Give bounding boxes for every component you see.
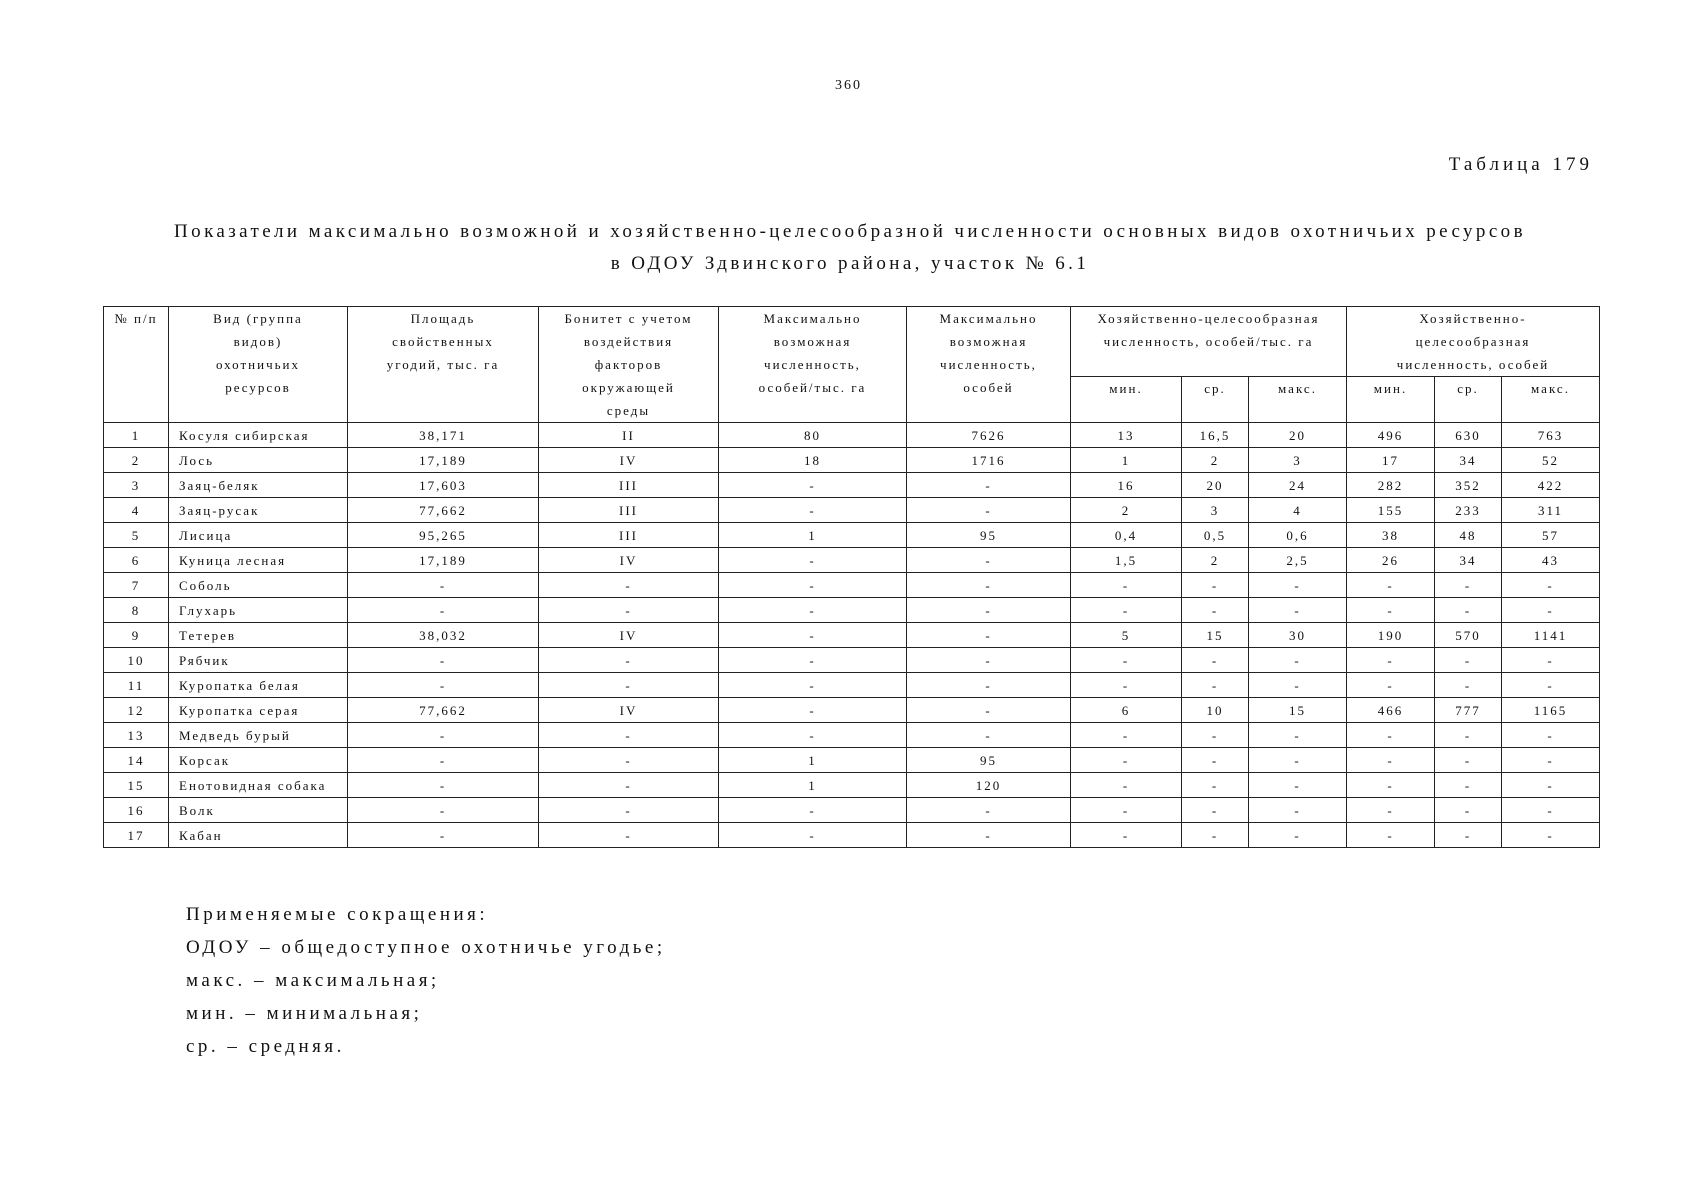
- eco-density-avg: -: [1182, 823, 1249, 848]
- eco-count-avg: -: [1435, 573, 1502, 598]
- eco-count-max: 52: [1502, 448, 1600, 473]
- eco-count-min: 155: [1347, 498, 1435, 523]
- species-table: [103, 306, 1600, 848]
- max-count: -: [907, 698, 1071, 723]
- abbreviations-title: Применяемые сокращения:: [186, 904, 489, 925]
- species-name: Куница лесная: [169, 548, 348, 573]
- row-number: 1: [104, 423, 169, 448]
- table-row: [104, 773, 1600, 798]
- eco-count-avg: 777: [1435, 698, 1502, 723]
- table-caption: Таблица 179: [1448, 154, 1593, 175]
- max-count: -: [907, 823, 1071, 848]
- eco-count-max: 1165: [1502, 698, 1600, 723]
- bonitet: IV: [539, 698, 719, 723]
- page-number: 360: [835, 78, 862, 93]
- eco-count-avg: 34: [1435, 448, 1502, 473]
- eco-count-avg: -: [1435, 748, 1502, 773]
- eco-density-max: -: [1249, 823, 1347, 848]
- row-number: 4: [104, 498, 169, 523]
- eco-density-min: 13: [1071, 423, 1182, 448]
- table-row: [104, 448, 1600, 473]
- header-eco-count-max: макс.: [1502, 377, 1600, 423]
- eco-count-avg: 48: [1435, 523, 1502, 548]
- area: 95,265: [348, 523, 539, 548]
- abbreviation-item: ОДОУ – общедоступное охотничье угодье;: [186, 937, 666, 958]
- eco-count-avg: -: [1435, 648, 1502, 673]
- eco-count-max: 43: [1502, 548, 1600, 573]
- eco-density-avg: 10: [1182, 698, 1249, 723]
- max-count: -: [907, 498, 1071, 523]
- eco-count-avg: -: [1435, 823, 1502, 848]
- row-number: 8: [104, 598, 169, 623]
- bonitet: -: [539, 773, 719, 798]
- row-number: 11: [104, 673, 169, 698]
- eco-count-max: -: [1502, 823, 1600, 848]
- eco-density-min: 16: [1071, 473, 1182, 498]
- eco-density-max: -: [1249, 598, 1347, 623]
- bonitet: -: [539, 598, 719, 623]
- header-bonitet: Бонитет с учетом воздействия факторов окружающей среды: [539, 307, 719, 423]
- eco-count-min: 190: [1347, 623, 1435, 648]
- max-count: 95: [907, 523, 1071, 548]
- max-density: -: [719, 798, 907, 823]
- eco-count-avg: 630: [1435, 423, 1502, 448]
- eco-density-max: 15: [1249, 698, 1347, 723]
- table-row: [104, 748, 1600, 773]
- eco-count-max: -: [1502, 723, 1600, 748]
- eco-count-min: -: [1347, 798, 1435, 823]
- area: 38,032: [348, 623, 539, 648]
- eco-count-max: 57: [1502, 523, 1600, 548]
- row-number: 5: [104, 523, 169, 548]
- max-density: -: [719, 673, 907, 698]
- eco-count-avg: 34: [1435, 548, 1502, 573]
- area: -: [348, 598, 539, 623]
- eco-density-min: 0,4: [1071, 523, 1182, 548]
- eco-density-avg: -: [1182, 598, 1249, 623]
- area: -: [348, 798, 539, 823]
- eco-count-max: -: [1502, 798, 1600, 823]
- eco-density-max: 30: [1249, 623, 1347, 648]
- max-density: -: [719, 823, 907, 848]
- table-row: [104, 598, 1600, 623]
- eco-count-min: -: [1347, 823, 1435, 848]
- max-density: 1: [719, 773, 907, 798]
- eco-density-min: -: [1071, 573, 1182, 598]
- area: 77,662: [348, 698, 539, 723]
- row-number: 14: [104, 748, 169, 773]
- table-row: [104, 523, 1600, 548]
- row-number: 15: [104, 773, 169, 798]
- eco-count-min: -: [1347, 673, 1435, 698]
- bonitet: -: [539, 573, 719, 598]
- species-name: Куропатка белая: [169, 673, 348, 698]
- bonitet: III: [539, 523, 719, 548]
- eco-count-min: -: [1347, 773, 1435, 798]
- abbreviation-item: макс. – максимальная;: [186, 970, 440, 991]
- area: 17,603: [348, 473, 539, 498]
- eco-density-avg: -: [1182, 773, 1249, 798]
- area: -: [348, 823, 539, 848]
- eco-density-avg: 2: [1182, 448, 1249, 473]
- eco-count-max: 1141: [1502, 623, 1600, 648]
- max-count: -: [907, 723, 1071, 748]
- heading-line-2: в ОДОУ Здвинского района, участок № 6.1: [610, 253, 1090, 274]
- eco-count-avg: -: [1435, 723, 1502, 748]
- eco-count-max: 422: [1502, 473, 1600, 498]
- eco-count-min: 26: [1347, 548, 1435, 573]
- header-eco-density-avg: ср.: [1182, 377, 1249, 423]
- eco-density-avg: 2: [1182, 548, 1249, 573]
- bonitet: -: [539, 723, 719, 748]
- eco-count-max: 763: [1502, 423, 1600, 448]
- max-count: 95: [907, 748, 1071, 773]
- max-count: -: [907, 548, 1071, 573]
- area: -: [348, 723, 539, 748]
- abbreviations: [186, 898, 666, 1063]
- eco-count-avg: 352: [1435, 473, 1502, 498]
- eco-count-min: 282: [1347, 473, 1435, 498]
- max-count: -: [907, 598, 1071, 623]
- table-row: [104, 723, 1600, 748]
- bonitet: IV: [539, 548, 719, 573]
- species-name: Кабан: [169, 823, 348, 848]
- eco-density-max: -: [1249, 798, 1347, 823]
- species-name: Лось: [169, 448, 348, 473]
- max-density: -: [719, 623, 907, 648]
- max-density: -: [719, 498, 907, 523]
- eco-density-min: -: [1071, 773, 1182, 798]
- row-number: 2: [104, 448, 169, 473]
- row-number: 16: [104, 798, 169, 823]
- area: 17,189: [348, 448, 539, 473]
- max-count: 120: [907, 773, 1071, 798]
- eco-density-avg: -: [1182, 673, 1249, 698]
- area: -: [348, 648, 539, 673]
- eco-density-avg: -: [1182, 648, 1249, 673]
- eco-density-min: -: [1071, 673, 1182, 698]
- eco-density-min: 5: [1071, 623, 1182, 648]
- table-row: [104, 548, 1600, 573]
- eco-count-max: -: [1502, 598, 1600, 623]
- eco-density-max: 4: [1249, 498, 1347, 523]
- eco-density-avg: 3: [1182, 498, 1249, 523]
- bonitet: -: [539, 823, 719, 848]
- eco-density-min: -: [1071, 723, 1182, 748]
- row-number: 13: [104, 723, 169, 748]
- eco-density-min: -: [1071, 823, 1182, 848]
- max-density: 1: [719, 523, 907, 548]
- eco-count-avg: 233: [1435, 498, 1502, 523]
- species-name: Косуля сибирская: [169, 423, 348, 448]
- bonitet: III: [539, 473, 719, 498]
- area: -: [348, 748, 539, 773]
- table-row: [104, 573, 1600, 598]
- eco-count-min: -: [1347, 723, 1435, 748]
- eco-count-min: 496: [1347, 423, 1435, 448]
- area: 77,662: [348, 498, 539, 523]
- area: -: [348, 773, 539, 798]
- eco-density-min: 1,5: [1071, 548, 1182, 573]
- row-number: 6: [104, 548, 169, 573]
- table-row: [104, 673, 1600, 698]
- max-count: -: [907, 648, 1071, 673]
- area: -: [348, 673, 539, 698]
- eco-density-max: 20: [1249, 423, 1347, 448]
- max-count: -: [907, 623, 1071, 648]
- abbreviation-item: ср. – средняя.: [186, 1036, 345, 1057]
- max-density: -: [719, 648, 907, 673]
- species-name: Заяц-русак: [169, 498, 348, 523]
- header-eco-density-min: мин.: [1071, 377, 1182, 423]
- eco-density-max: -: [1249, 573, 1347, 598]
- max-count: 7626: [907, 423, 1071, 448]
- max-density: -: [719, 698, 907, 723]
- species-name: Куропатка серая: [169, 698, 348, 723]
- max-count: -: [907, 673, 1071, 698]
- table-body: [104, 423, 1600, 848]
- eco-density-max: 24: [1249, 473, 1347, 498]
- eco-count-min: -: [1347, 573, 1435, 598]
- eco-density-avg: -: [1182, 798, 1249, 823]
- max-density: -: [719, 723, 907, 748]
- eco-count-max: -: [1502, 573, 1600, 598]
- species-name: Рябчик: [169, 648, 348, 673]
- eco-count-avg: -: [1435, 673, 1502, 698]
- header-eco-density-max: макс.: [1249, 377, 1347, 423]
- row-number: 10: [104, 648, 169, 673]
- bonitet: II: [539, 423, 719, 448]
- eco-count-min: 466: [1347, 698, 1435, 723]
- eco-count-min: 17: [1347, 448, 1435, 473]
- species-name: Корсак: [169, 748, 348, 773]
- table-heading: [100, 216, 1600, 280]
- heading-line-1: Показатели максимально возможной и хозяйственно-целесообразной численности основных видов охотничьих ресурсов: [174, 221, 1526, 242]
- bonitet: IV: [539, 448, 719, 473]
- eco-count-max: -: [1502, 648, 1600, 673]
- eco-count-max: -: [1502, 773, 1600, 798]
- bonitet: -: [539, 798, 719, 823]
- bonitet: IV: [539, 623, 719, 648]
- table-row: [104, 648, 1600, 673]
- row-number: 3: [104, 473, 169, 498]
- eco-count-min: -: [1347, 648, 1435, 673]
- header-eco-count: Хозяйственно-целесообразная численность, особей: [1347, 307, 1600, 377]
- species-name: Медведь бурый: [169, 723, 348, 748]
- max-count: 1716: [907, 448, 1071, 473]
- area: 17,189: [348, 548, 539, 573]
- eco-density-avg: 16,5: [1182, 423, 1249, 448]
- species-name: Соболь: [169, 573, 348, 598]
- table-row: [104, 423, 1600, 448]
- eco-density-avg: -: [1182, 573, 1249, 598]
- bonitet: -: [539, 748, 719, 773]
- eco-count-avg: -: [1435, 773, 1502, 798]
- area: 38,171: [348, 423, 539, 448]
- row-number: 7: [104, 573, 169, 598]
- eco-density-min: -: [1071, 748, 1182, 773]
- table-row: [104, 698, 1600, 723]
- eco-density-min: -: [1071, 648, 1182, 673]
- eco-count-max: 311: [1502, 498, 1600, 523]
- eco-density-max: -: [1249, 773, 1347, 798]
- eco-density-max: -: [1249, 723, 1347, 748]
- eco-count-max: -: [1502, 748, 1600, 773]
- eco-density-avg: 20: [1182, 473, 1249, 498]
- area: -: [348, 573, 539, 598]
- table-row: [104, 498, 1600, 523]
- header-area: Площадь свойственных угодий, тыс. га: [348, 307, 539, 423]
- max-count: -: [907, 473, 1071, 498]
- eco-density-min: 6: [1071, 698, 1182, 723]
- header-num: № п/п: [104, 307, 169, 423]
- species-name: Енотовидная собака: [169, 773, 348, 798]
- row-number: 17: [104, 823, 169, 848]
- bonitet: -: [539, 648, 719, 673]
- eco-density-max: -: [1249, 673, 1347, 698]
- species-name: Лисица: [169, 523, 348, 548]
- bonitet: III: [539, 498, 719, 523]
- abbreviation-item: мин. – минимальная;: [186, 1003, 423, 1024]
- eco-density-max: 2,5: [1249, 548, 1347, 573]
- eco-density-avg: -: [1182, 723, 1249, 748]
- header-max-density: Максимально возможная численность, особей/тыс. га: [719, 307, 907, 423]
- row-number: 9: [104, 623, 169, 648]
- eco-density-max: -: [1249, 748, 1347, 773]
- max-density: -: [719, 573, 907, 598]
- max-count: -: [907, 798, 1071, 823]
- header-eco-count-min: мин.: [1347, 377, 1435, 423]
- eco-density-min: 2: [1071, 498, 1182, 523]
- eco-density-avg: 15: [1182, 623, 1249, 648]
- eco-density-min: 1: [1071, 448, 1182, 473]
- max-density: -: [719, 598, 907, 623]
- header-max-count: Максимально возможная численность, особей: [907, 307, 1071, 423]
- table-row: [104, 798, 1600, 823]
- eco-density-min: -: [1071, 798, 1182, 823]
- eco-count-avg: 570: [1435, 623, 1502, 648]
- table-row: [104, 823, 1600, 848]
- max-density: 1: [719, 748, 907, 773]
- max-density: -: [719, 473, 907, 498]
- header-species: Вид (группа видов) охотничьих ресурсов: [169, 307, 348, 423]
- eco-density-max: 3: [1249, 448, 1347, 473]
- eco-count-max: -: [1502, 673, 1600, 698]
- row-number: 12: [104, 698, 169, 723]
- eco-count-avg: -: [1435, 798, 1502, 823]
- eco-density-min: -: [1071, 598, 1182, 623]
- eco-density-max: -: [1249, 648, 1347, 673]
- table-row: [104, 623, 1600, 648]
- max-density: -: [719, 548, 907, 573]
- eco-density-max: 0,6: [1249, 523, 1347, 548]
- max-count: -: [907, 573, 1071, 598]
- eco-count-min: -: [1347, 598, 1435, 623]
- eco-count-min: -: [1347, 748, 1435, 773]
- eco-density-avg: -: [1182, 748, 1249, 773]
- max-density: 18: [719, 448, 907, 473]
- eco-count-min: 38: [1347, 523, 1435, 548]
- species-name: Глухарь: [169, 598, 348, 623]
- species-name: Волк: [169, 798, 348, 823]
- max-density: 80: [719, 423, 907, 448]
- eco-density-avg: 0,5: [1182, 523, 1249, 548]
- species-name: Заяц-беляк: [169, 473, 348, 498]
- header-eco-density: Хозяйственно-целесообразная численность, особей/тыс. га: [1071, 307, 1347, 377]
- species-name: Тетерев: [169, 623, 348, 648]
- table-row: [104, 473, 1600, 498]
- bonitet: -: [539, 673, 719, 698]
- eco-count-avg: -: [1435, 598, 1502, 623]
- header-eco-count-avg: ср.: [1435, 377, 1502, 423]
